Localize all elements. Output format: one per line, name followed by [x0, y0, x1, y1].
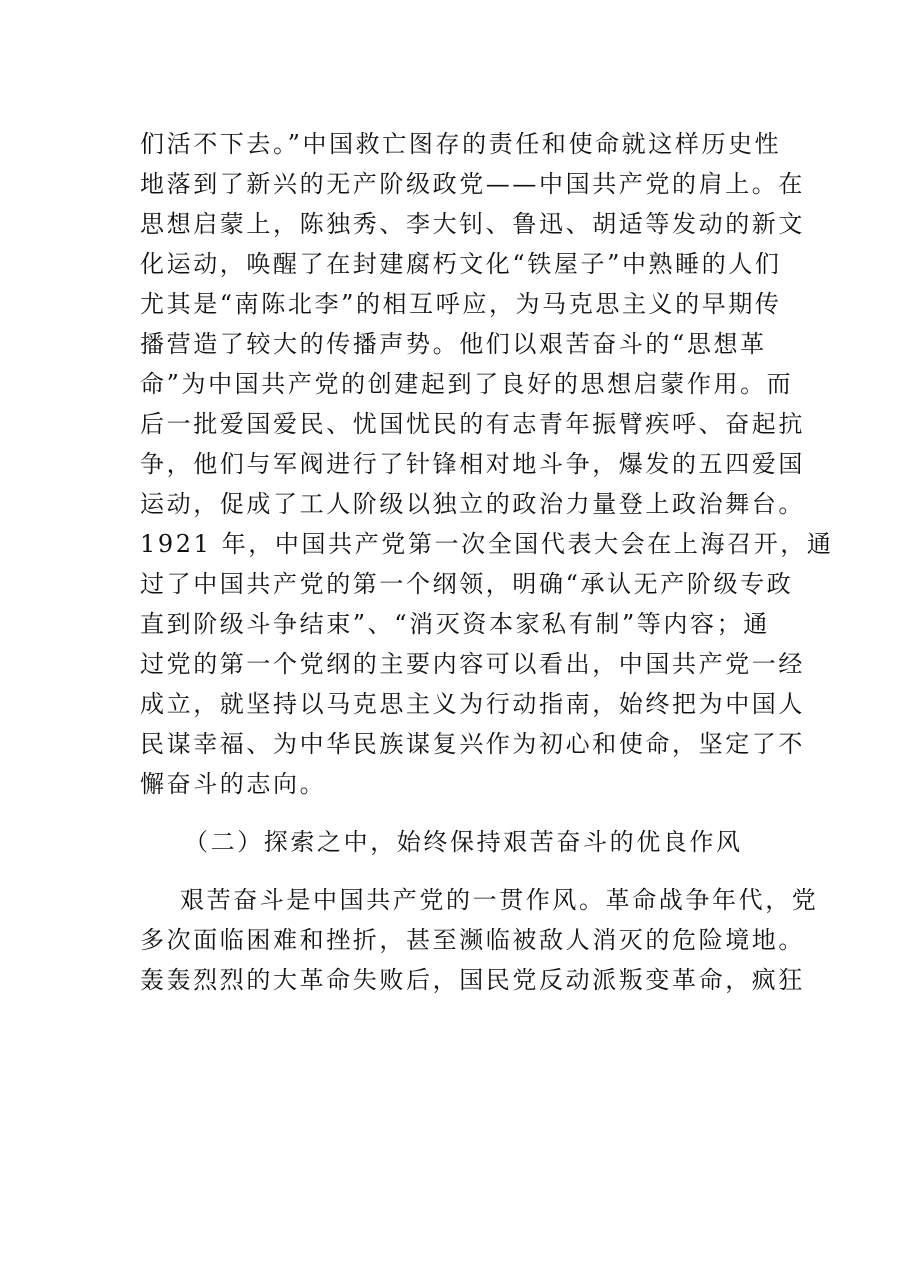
- text-line: 民谋幸福、为中华民族谋复兴作为初心和使命，坚定了不: [140, 730, 805, 758]
- text-line: 直到阶级斗争结束”、“消灭资本家私有制”等内容；通: [140, 610, 770, 638]
- text-line: 运动，促成了工人阶级以独立的政治力量登上政治舞台。: [140, 490, 805, 518]
- text-line: 播营造了较大的传播声势。他们以艰苦奋斗的“思想革: [140, 330, 767, 358]
- text-line: 尤其是“南陈北李”的相互呼应，为马克思主义的早期传: [140, 290, 782, 318]
- text-line: 思想启蒙上，陈独秀、李大钊、鲁迅、胡适等发动的新文: [140, 210, 805, 238]
- text-line: 过党的第一个党纲的主要内容可以看出，中国共产党一经: [140, 650, 805, 678]
- text-line: 化运动，唤醒了在封建腐朽文化“铁屋子”中熟睡的人们: [140, 250, 782, 278]
- text-line: 争，他们与军阀进行了针锋相对地斗争，爆发的五四爱国: [140, 450, 805, 478]
- section-heading: （二）探索之中，始终保持艰苦奋斗的优良作风: [184, 828, 743, 856]
- text-line: 们活不下去。”中国救亡图存的责任和使命就这样历史性: [140, 130, 782, 158]
- paragraph-1: [140, 124, 834, 804]
- text-line: 成立，就坚持以马克思主义为行动指南，始终把为中国人: [140, 690, 805, 718]
- paragraph-spacer: [140, 804, 780, 822]
- text-line: 艰苦奋斗是中国共产党的一贯作风。革命战争年代，党: [180, 886, 819, 914]
- paragraph-2: [140, 880, 819, 1000]
- text-line: 多次面临困难和挫折，甚至濒临被敌人消灭的危险境地。: [140, 926, 805, 954]
- text-line: 命”为中国共产党的创建起到了良好的思想启蒙作用。而: [140, 370, 794, 398]
- text-line: 后一批爱国爱民、忧国忧民的有志青年振臂疾呼、奋起抗: [140, 410, 805, 438]
- text-line: 轰轰烈烈的大革命失败后，国民党反动派叛变革命，疯狂: [140, 966, 805, 994]
- text-line: 1921 年，中国共产党第一次全国代表大会在上海召开，通: [140, 530, 834, 558]
- text-line: 过了中国共产党的第一个纲领，明确“承认无产阶级专政: [140, 570, 794, 598]
- text-line: 懈奋斗的志向。: [140, 770, 327, 798]
- paragraph-spacer: [140, 862, 780, 880]
- text-line: 地落到了新兴的无产阶级政党——中国共产党的肩上。在: [140, 170, 805, 198]
- document-body: [140, 124, 834, 1000]
